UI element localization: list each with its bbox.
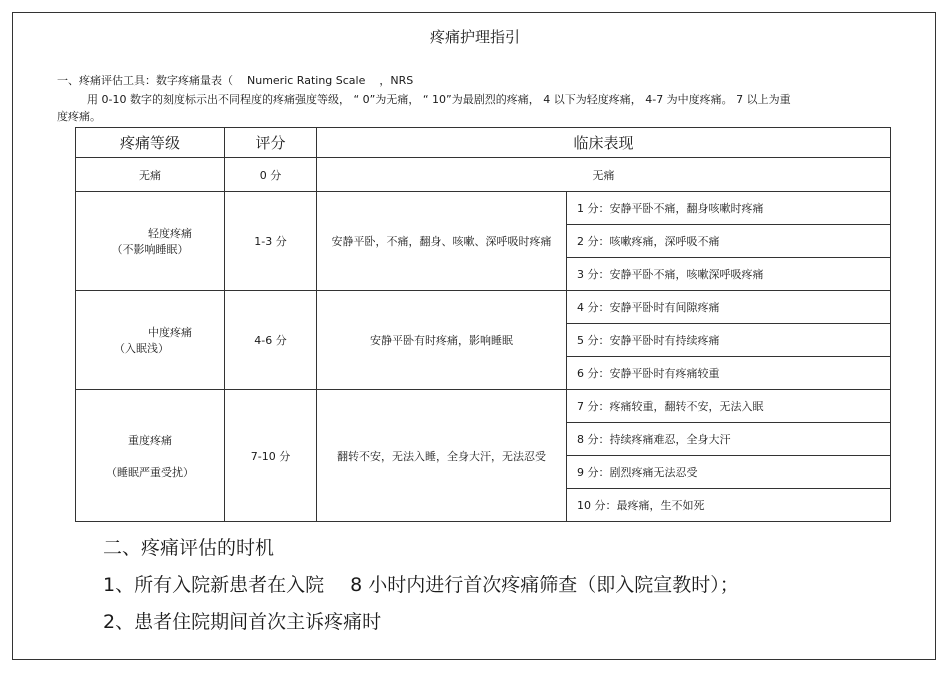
pain-rating-table (75, 127, 891, 522)
scale-sep: ， (379, 74, 391, 87)
detail-6: 6 分：安静平卧时有疼痛较重 (567, 357, 891, 390)
level-moderate-note: （入眠浅） (114, 342, 169, 355)
detail-9: 9 分：剧烈疼痛无法忍受 (567, 456, 891, 489)
section2-item-1-b: 8 小时内进行首次疼痛筛查（即入院宣教时）； (350, 574, 739, 596)
score-mild: 1-3 分 (225, 192, 317, 291)
level-mild-note: （不影响睡眠） (111, 243, 189, 256)
section2-item-1 (103, 570, 739, 597)
section2-item-1-a: 1、所有入院新患者在入院 (103, 574, 325, 596)
score-none: 0 分 (225, 158, 317, 192)
detail-5: 5 分：安静平卧时有持续疼痛 (567, 324, 891, 357)
level-mild (76, 192, 225, 291)
section1-description-cont: 度疼痛。 (57, 110, 101, 123)
desc-mild: 安静平卧，不痛，翻身、咳嗽、深呼吸时疼痛 (317, 192, 567, 291)
section1-heading (57, 72, 413, 88)
header-score: 评分 (225, 128, 317, 158)
level-moderate (76, 291, 225, 390)
scale-abbr: NRS (390, 74, 414, 87)
table-row-moderate-1 (76, 291, 891, 324)
scale-english-name: Numeric Rating Scale (247, 74, 366, 87)
level-none: 无痛 (76, 158, 225, 192)
score-moderate: 4-6 分 (225, 291, 317, 390)
desc-moderate: 安静平卧有时疼痛，影响睡眠 (317, 291, 567, 390)
section2-item-2: 2、患者住院期间首次主诉疼痛时 (103, 611, 382, 633)
section2-heading: 二、疼痛评估的时机 (103, 537, 275, 559)
table-row-mild-1 (76, 192, 891, 225)
detail-8: 8 分：持续疼痛难忍，全身大汗 (567, 423, 891, 456)
detail-7: 7 分：疼痛较重，翻转不安，无法入眠 (567, 390, 891, 423)
header-clinical: 临床表现 (317, 128, 891, 158)
table-row-severe-1 (76, 390, 891, 423)
section1-description: 用 0-10 数字的刻度标示出不同程度的疼痛强度等级， “ 0”为无痛， “ 10”为最剧烈的疼痛， 4 以下为轻度疼痛， 4-7 为中度疼痛。 7 以上为重 (87, 93, 791, 106)
level-moderate-name: 中度疼痛 (148, 326, 192, 339)
desc-severe: 翻转不安，无法入睡，全身大汗，无法忍受 (317, 390, 567, 522)
score-severe: 7-10 分 (225, 390, 317, 522)
level-severe (76, 390, 225, 522)
header-level: 疼痛等级 (76, 128, 225, 158)
section1-prefix: 一、疼痛评估工具：数字疼痛量表（ (57, 74, 233, 87)
table-header-row (76, 128, 891, 158)
detail-10: 10 分：最疼痛，生不如死 (567, 489, 891, 522)
level-severe-name: 重度疼痛 (128, 433, 172, 447)
page-title: 疼痛护理指引 (429, 28, 520, 46)
level-severe-note: （睡眠严重受扰） (106, 465, 194, 479)
detail-3: 3 分：安静平卧不痛，咳嗽深呼吸疼痛 (567, 258, 891, 291)
detail-1: 1 分：安静平卧不痛，翻身咳嗽时疼痛 (567, 192, 891, 225)
detail-4: 4 分：安静平卧时有间隙疼痛 (567, 291, 891, 324)
desc-none: 无痛 (317, 158, 891, 192)
table-row-none (76, 158, 891, 192)
detail-2: 2 分：咳嗽疼痛，深呼吸不痛 (567, 225, 891, 258)
level-mild-name: 轻度疼痛 (148, 227, 192, 240)
